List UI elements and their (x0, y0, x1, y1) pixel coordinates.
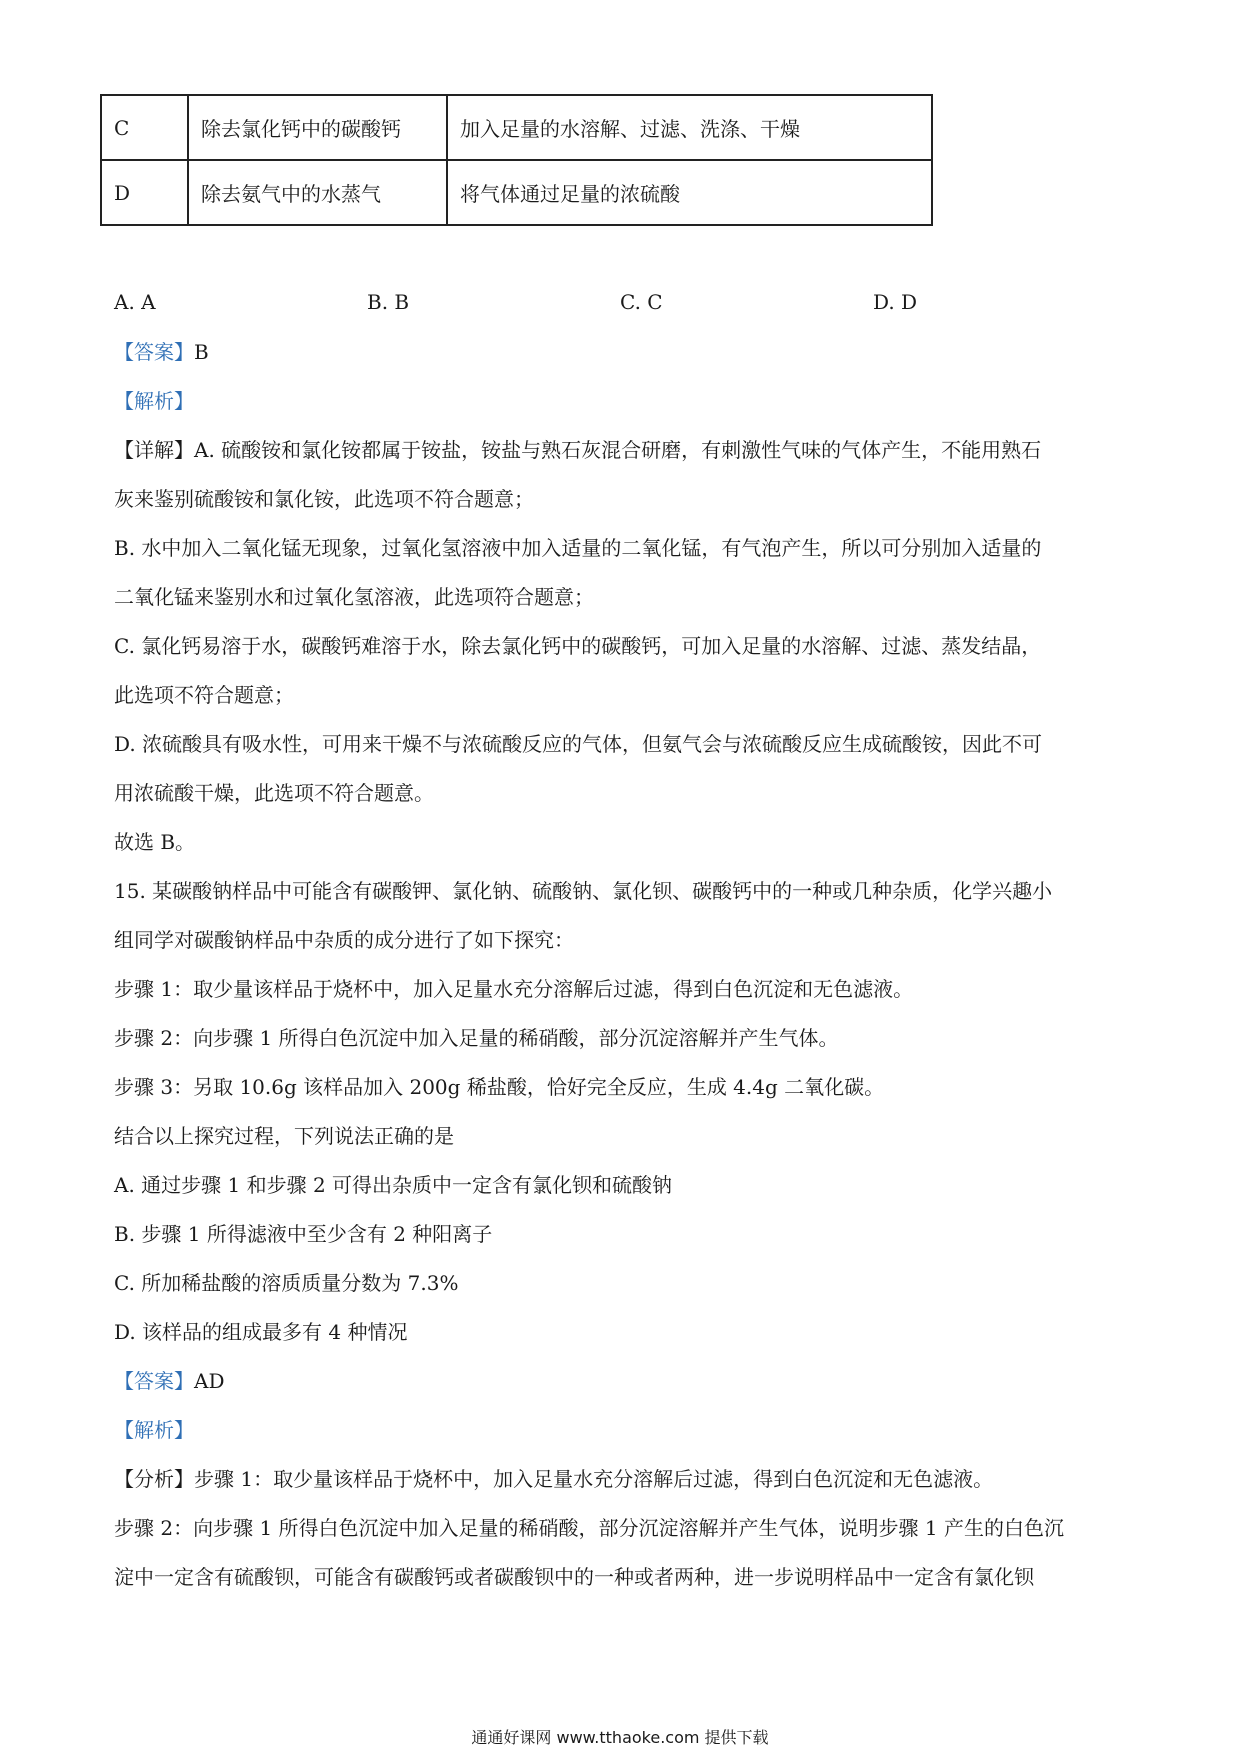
footer-source: 通通好课网 www.tthaoke.com 提供下载 (471, 1728, 769, 1747)
conclusion-line: 故选 B。 (114, 830, 196, 854)
table-row (101, 160, 932, 225)
table-cell-method: 加入足量的水溶解、过滤、洗涤、干燥 (447, 95, 932, 160)
detail-line: C. 氯化钙易溶于水，碳酸钙难溶于水，除去氯化钙中的碳酸钙，可加入足量的水溶解、过滤、蒸发结晶， (114, 634, 1042, 658)
detail-line (114, 437, 1041, 463)
answer-value: B (194, 340, 209, 364)
detail-line: D. 浓硫酸具有吸水性，可用来干燥不与浓硫酸反应的气体，但氨气会与浓硫酸反应生成硫酸铵，因此不可 (114, 732, 1043, 756)
analysis-text: 步骤 1：取少量该样品于烧杯中，加入足量水充分溶解后过滤，得到白色沉淀和无色滤液。 (194, 1467, 994, 1491)
analysis-heading (114, 388, 194, 414)
answer-line (114, 339, 209, 365)
answer-tag: 【答案】 (114, 1369, 194, 1393)
option-a: A. 通过步骤 1 和步骤 2 可得出杂质中一定含有氯化钡和硫酸钠 (114, 1173, 673, 1197)
table-cell-purpose: 除去氯化钙中的碳酸钙 (188, 95, 447, 160)
answer-tag: 【答案】 (114, 340, 194, 364)
detail-tag: 【详解】 (114, 438, 194, 462)
detail-line: 此选项不符合题意； (114, 683, 294, 707)
table-cell-label: C (101, 95, 188, 160)
detail-line: 二氧化锰来鉴别水和过氧化氢溶液，此选项符合题意； (114, 585, 594, 609)
analysis-tag: 【解析】 (114, 389, 194, 413)
analysis-tag: 【解析】 (114, 1418, 194, 1442)
answer-line (114, 1368, 224, 1394)
answer-value: AD (194, 1369, 225, 1393)
analysis-subtag: 【分析】 (114, 1467, 194, 1491)
table-cell-label: D (101, 160, 188, 225)
question-step: 步骤 3：另取 10.6g 该样品加入 200g 稀盐酸，恰好完全反应，生成 4.4g 二氧化碳。 (114, 1075, 885, 1099)
analysis-heading (114, 1417, 194, 1443)
table-row (101, 95, 932, 160)
choice-a: A. A (114, 290, 156, 314)
option-d: D. 该样品的组成最多有 4 种情况 (114, 1320, 408, 1344)
options-table (100, 94, 933, 226)
detail-line: 灰来鉴别硫酸铵和氯化铵，此选项不符合题意； (114, 487, 534, 511)
detail-line: 用浓硫酸干燥，此选项不符合题意。 (114, 781, 434, 805)
option-c: C. 所加稀盐酸的溶质质量分数为 7.3% (114, 1271, 459, 1295)
choice-d: D. D (873, 290, 918, 314)
analysis-line: 步骤 2：向步骤 1 所得白色沉淀中加入足量的稀硝酸，部分沉淀溶解并产生气体，说明步骤 1 产生的白色沉 (114, 1516, 1064, 1540)
question-stem: 组同学对碳酸钠样品中杂质的成分进行了如下探究： (114, 928, 574, 952)
question-step: 步骤 1：取少量该样品于烧杯中，加入足量水充分溶解后过滤，得到白色沉淀和无色滤液。 (114, 977, 914, 1001)
option-b: B. 步骤 1 所得滤液中至少含有 2 种阳离子 (114, 1222, 493, 1246)
detail-text: A. 硫酸铵和氯化铵都属于铵盐，铵盐与熟石灰混合研磨，有刺激性气味的气体产生，不能用熟石 (194, 438, 1042, 462)
table-cell-method: 将气体通过足量的浓硫酸 (447, 160, 932, 225)
choice-c: C. C (620, 290, 663, 314)
question-stem: 15. 某碳酸钠样品中可能含有碳酸钾、氯化钠、硫酸钠、氯化钡、碳酸钙中的一种或几种杂质，化学兴趣小 (114, 879, 1053, 903)
analysis-line (114, 1466, 993, 1492)
analysis-line: 淀中一定含有硫酸钡，可能含有碳酸钙或者碳酸钡中的一种或者两种，进一步说明样品中一定含有氯化钡 (114, 1565, 1034, 1589)
question-prompt: 结合以上探究过程，下列说法正确的是 (114, 1124, 454, 1148)
detail-line: B. 水中加入二氧化锰无现象，过氧化氢溶液中加入适量的二氧化锰，有气泡产生，所以可分别加入适量的 (114, 536, 1042, 560)
choice-b: B. B (367, 290, 410, 314)
question-step: 步骤 2：向步骤 1 所得白色沉淀中加入足量的稀硝酸，部分沉淀溶解并产生气体。 (114, 1026, 839, 1050)
table-cell-purpose: 除去氨气中的水蒸气 (188, 160, 447, 225)
